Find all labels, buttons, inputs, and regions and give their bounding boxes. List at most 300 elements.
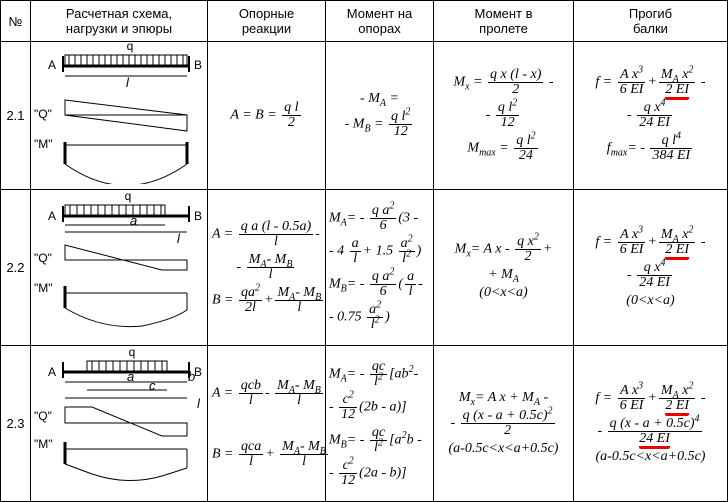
beam-diagram [32,42,207,184]
formula-line [329,232,433,266]
numerator: a [407,268,415,284]
formula-text: - [417,432,422,448]
formula-text: (2a - b)] [359,465,407,481]
formula-line [329,265,433,299]
formula-text: - [450,415,456,431]
col-num-header: № [1,1,31,42]
formula-text: - M [344,116,365,132]
formula-line [208,253,325,282]
formula-line: $M_x= A$ $x + M_A$ - [458,390,549,408]
formula-line [212,379,325,408]
formula-text: l [374,373,378,389]
formula-text: - 0.75 [329,309,362,325]
subscript: x [465,81,470,93]
reactions-formula [208,346,326,502]
formula-text: = [473,74,483,90]
formula-text: - [627,267,632,283]
formula-line [212,220,325,249]
row-number: 2.1 [1,42,31,190]
formula-line [574,256,727,290]
shear-label: "Q" [33,251,52,265]
formula-text: - [700,234,706,250]
highlight-mark: 2 EI [665,242,689,260]
subscript: max [610,147,628,159]
formula-text: c [342,391,349,407]
span-label: l [176,231,180,246]
formula-line [329,454,433,488]
numerator [339,454,357,473]
formula-text: = - [346,210,365,226]
fraction [280,440,328,469]
superscript: 2 [374,313,380,325]
col-scheme-label: Расчетная схема, нагрузки и эпюры [65,6,173,36]
formula-text: - [485,107,491,123]
denominator: l [247,267,295,282]
domain-condition: (a-0.5c<x<a+0.5c) [595,448,706,464]
formula-text: (3 - [398,210,419,226]
numerator: $M_A-$ $M_B$ [277,285,322,303]
superscript: 2 [547,405,553,417]
segment-a-label: a [126,369,134,384]
span-label: l [196,396,200,411]
numerator [608,412,702,431]
superscript: 3 [638,223,644,235]
fraction [370,199,397,233]
col-reactions-label: Опорные реакции [238,6,295,36]
subscript: B [286,258,293,270]
denominator: l [239,393,263,408]
subscript: x [470,396,475,408]
denominator: l [280,454,328,469]
fraction [618,379,646,413]
numerator: $M_A-$ $M_B$ [277,377,321,396]
superscript: 2 [255,282,260,294]
denominator: 6 [370,284,397,299]
formula-text: - [329,465,334,481]
fraction [514,130,537,163]
moment-curve [65,308,187,327]
formula-line [329,360,433,389]
numerator [461,405,555,423]
subscript: A [340,217,347,229]
subscript: A [293,445,300,457]
moment-supports-formula [326,190,434,346]
numerator: $M_A-$ $M_B$ [282,438,326,457]
formula-text: - [700,74,706,90]
subscript: B [319,445,326,457]
formula-text: - [413,366,419,382]
formula-text: q x [517,234,534,249]
load-label: q [126,42,133,53]
subscript: max [479,147,496,159]
fraction [515,231,541,264]
superscript: 4 [660,97,666,109]
fraction [239,440,263,469]
denominator: 2l [239,300,262,315]
subscript: A [512,273,519,285]
subscript: A [340,373,347,385]
table-row [1,42,728,190]
fraction [637,256,672,290]
superscript: 2 [512,97,518,109]
superscript: 2 [688,64,694,76]
fraction [239,282,262,315]
formula-text: a [369,301,377,317]
formula-line [329,388,433,422]
formula-line [434,267,573,285]
fraction [282,101,300,130]
formula-text: c [342,457,349,473]
deflection-formula [574,42,728,190]
subscript: A [672,233,679,245]
formula-text: f = [595,234,613,250]
denominator [659,242,696,257]
subscript: B [340,439,347,451]
formula-text: q l [497,100,513,115]
formula-text: M [329,432,341,448]
formula-text: q x [643,100,661,115]
fraction [608,412,702,446]
denominator: 12 [389,124,412,139]
shear-label: "Q" [33,107,52,121]
formula-text: qa [241,285,255,300]
denominator: 384 EI [652,148,691,163]
numerator: $M_A$ $x^2$ [660,64,694,85]
row-number: 2.3 [1,346,31,502]
distributed-load [65,55,187,65]
highlight-mark: 24 EI [639,431,670,449]
superscript: 2 [533,231,539,243]
superscript: 2 [389,199,395,211]
formula-line [574,130,727,163]
formula-text: q x [643,259,661,275]
distributed-load [65,205,165,215]
formula-line [574,97,727,130]
denominator: 2 [282,115,300,130]
formula-line [212,440,325,469]
subscript: A [533,396,540,408]
subscript: B [340,283,347,295]
formula-text: A = [212,385,234,401]
moment-span-formula [434,190,574,346]
moment-supports-formula [326,346,434,502]
load-label: q [128,346,135,359]
formula-text: f = [595,390,613,406]
formula-line [326,91,433,109]
numerator [496,97,519,115]
formula-text: - [299,438,305,454]
superscript: 2 [407,232,413,244]
fraction [367,298,383,332]
subscript: B [315,291,322,303]
fraction [239,220,313,249]
formula-text: (2b - a)] [359,399,407,415]
denominator: 12 [496,115,519,130]
denominator: 6 EI [619,241,644,257]
numerator [637,256,672,275]
numerator: q x (l - x) [490,67,542,82]
formula-line [329,426,433,455]
formula-text: = [499,140,509,156]
support-a-label: A [47,58,56,72]
formula-text: - 4 [329,243,345,259]
numerator: qca [241,438,262,454]
formula-text: + 1.5 [362,243,394,259]
numerator [239,282,262,300]
formula-line [434,130,573,163]
formula-text: = [389,91,399,106]
formula-text: q a [371,202,390,218]
numerator [618,379,646,398]
formula-line [574,64,727,97]
denominator: l [275,393,323,408]
denominator: 6 EI [619,82,644,97]
highlight-mark: 2 EI [665,82,689,100]
fraction [370,360,387,389]
formula-text: + [647,74,657,90]
span-label: l [125,75,129,90]
superscript: 4 [660,256,666,268]
load-label: q [124,190,131,203]
formula-text: - [294,377,300,393]
formula-text: A = [212,226,234,242]
denominator: l [239,454,263,469]
formula-text: + [265,446,275,462]
formula-text: = A x - [470,241,510,257]
col-deflection-label: Прогиб балки [628,6,673,36]
fraction [618,223,646,257]
moment-label: "M" [33,437,53,451]
subscript: x [466,248,471,260]
fraction [461,405,555,438]
col-scheme-header [31,1,208,42]
denominator: 12 [341,472,356,488]
fraction [239,379,263,408]
shear-diagram [65,407,187,436]
formula-text: - [700,390,706,406]
denominator: 24 [514,148,537,163]
formula-text: q a [371,268,390,284]
formula-text: - [329,399,334,415]
superscript: 2 [688,379,694,391]
formula-text: q l [391,109,406,124]
denominator: l [405,284,416,299]
formula-text: - [236,259,242,275]
load-arrows [69,55,183,65]
support-b-label: B [193,58,202,72]
formula-text: = - [346,366,365,382]
formula-text: ( [398,276,404,292]
numerator: qc [371,358,386,374]
formula-text: q (x - a + 0.5c) [462,408,548,423]
formula-text: - [295,285,300,300]
superscript: 2 [377,370,383,382]
fraction [370,426,387,455]
formula-text: q l [516,133,531,148]
denominator: 2 [461,423,555,438]
numerator: qcb [240,377,261,393]
moment-label: "M" [33,137,53,151]
superscript: 2 [377,436,383,448]
formula-text: l [402,250,407,266]
formula-text: f [606,140,611,156]
superscript: 2 [688,223,694,235]
superscript: 2 [408,363,414,375]
subscript: A [288,384,295,396]
fraction [247,253,295,282]
moment-span-formula [434,346,574,502]
scheme-diagram [31,346,208,502]
fraction [650,130,692,163]
subscript: A [672,73,679,85]
fraction [659,64,696,97]
numerator: $M_A$ $x^2$ [660,223,694,245]
fraction [405,270,416,299]
subscript: A [289,291,296,303]
col-moment-supports-label: Момент на опорах [346,6,413,36]
denominator: l [275,300,323,315]
shear-label: "Q" [33,409,52,423]
highlight-mark: 2 EI [665,398,689,416]
denominator [370,436,387,455]
formula-line [326,106,433,139]
formula-line [574,379,727,413]
denominator: 12 [341,406,356,422]
support-b-label: B [193,365,202,379]
superscript: 2 [401,429,407,441]
shear-diagram [65,245,187,270]
formula-text: A = B = [230,107,277,123]
fraction [488,68,543,97]
formula-text: - [548,74,554,90]
numerator [370,199,397,218]
denominator: 24 EI [639,274,670,290]
formula-text: = A x + M [475,390,534,405]
formula-text: - M [360,91,380,106]
formula-line [434,405,573,438]
superscript: 2 [530,130,536,142]
fraction [399,232,415,266]
formula-text: M [329,210,341,226]
formula-text: l [370,316,375,332]
formula-text: [ab [389,366,409,382]
formula-text: [a [389,432,402,448]
formula-text: M [453,74,466,90]
formula-text: l [374,439,378,455]
beam-diagram [32,190,207,340]
formula-line [434,97,573,130]
row-number: 2.2 [1,190,31,346]
formula-text: = - [346,276,365,292]
denominator [608,431,702,446]
formula-text: - [264,385,270,401]
formula-text: M [329,366,341,382]
fraction [275,286,323,315]
fraction [618,64,646,97]
denominator: 24 EI [639,115,670,130]
numerator: $M_A-$ $M_B$ [248,252,293,270]
reactions-formula [208,42,326,190]
superscript: 2 [348,388,354,400]
formula-text: - [315,226,320,242]
segment-c-label: c [148,378,155,393]
formula-line [434,68,573,97]
segment-b-label: b [187,369,195,384]
fraction [339,388,357,422]
denominator [399,247,415,266]
load-arrows [70,205,161,215]
denominator: l [350,251,361,266]
formula-text: M [467,140,480,156]
formula-text: f = [595,74,613,90]
table-row [1,346,728,502]
denominator: 2 [488,82,543,97]
support-b-label: B [193,209,202,223]
formula-line [212,282,325,315]
formula-text: A x [620,382,639,398]
denominator [659,82,696,97]
superscript: 3 [638,379,644,391]
fraction [350,237,361,266]
formula-text: - [597,423,603,439]
denominator: l [239,234,313,249]
support-a-label: A [47,365,56,379]
fraction [275,379,323,408]
domain-condition: (0<x<a) [479,285,528,300]
formula-text: = - [627,140,645,156]
formula-line [574,412,727,446]
formula-text: - [418,276,423,292]
denominator: 6 [370,218,397,233]
formula-text: q l [661,133,677,148]
fraction [370,265,397,299]
deflection-formula [574,346,728,502]
superscript: 4 [694,412,700,424]
formula-text: + [542,241,553,257]
formula-line [329,298,433,332]
formula-text: + [264,292,274,308]
subscript: A [672,389,679,401]
fraction [659,379,696,413]
domain-condition: (a-0.5c<x<a+0.5c) [448,441,559,456]
numerator [637,97,672,115]
numerator: q l [284,100,299,115]
formula-text: = [374,116,384,132]
formula-text: ) [385,309,390,325]
moment-curve [65,164,187,184]
formula-text: = - [346,432,365,448]
formula-text: q (x - a + 0.5c) [609,415,695,431]
numerator [515,231,541,249]
formula-text: b [406,432,414,448]
numerator [650,130,692,148]
denominator: 6 EI [619,397,644,413]
superscript: 2 [376,298,382,310]
col-moment-span-label: Момент в пролете [474,6,533,36]
formula-text: - [543,390,549,405]
numerator: qc [371,424,386,440]
numerator: q a (l - 0.5a) [240,219,312,234]
col-moment-supports-header [326,1,434,42]
denominator: 2 [515,249,541,264]
formula-text: a [400,235,408,251]
numerator [514,130,537,148]
subscript: B [314,384,321,396]
formula-text: + [647,390,657,406]
deflection-formula [574,190,728,346]
reactions-formula [208,190,326,346]
numerator: $M_A$ $x^2$ [660,379,694,401]
